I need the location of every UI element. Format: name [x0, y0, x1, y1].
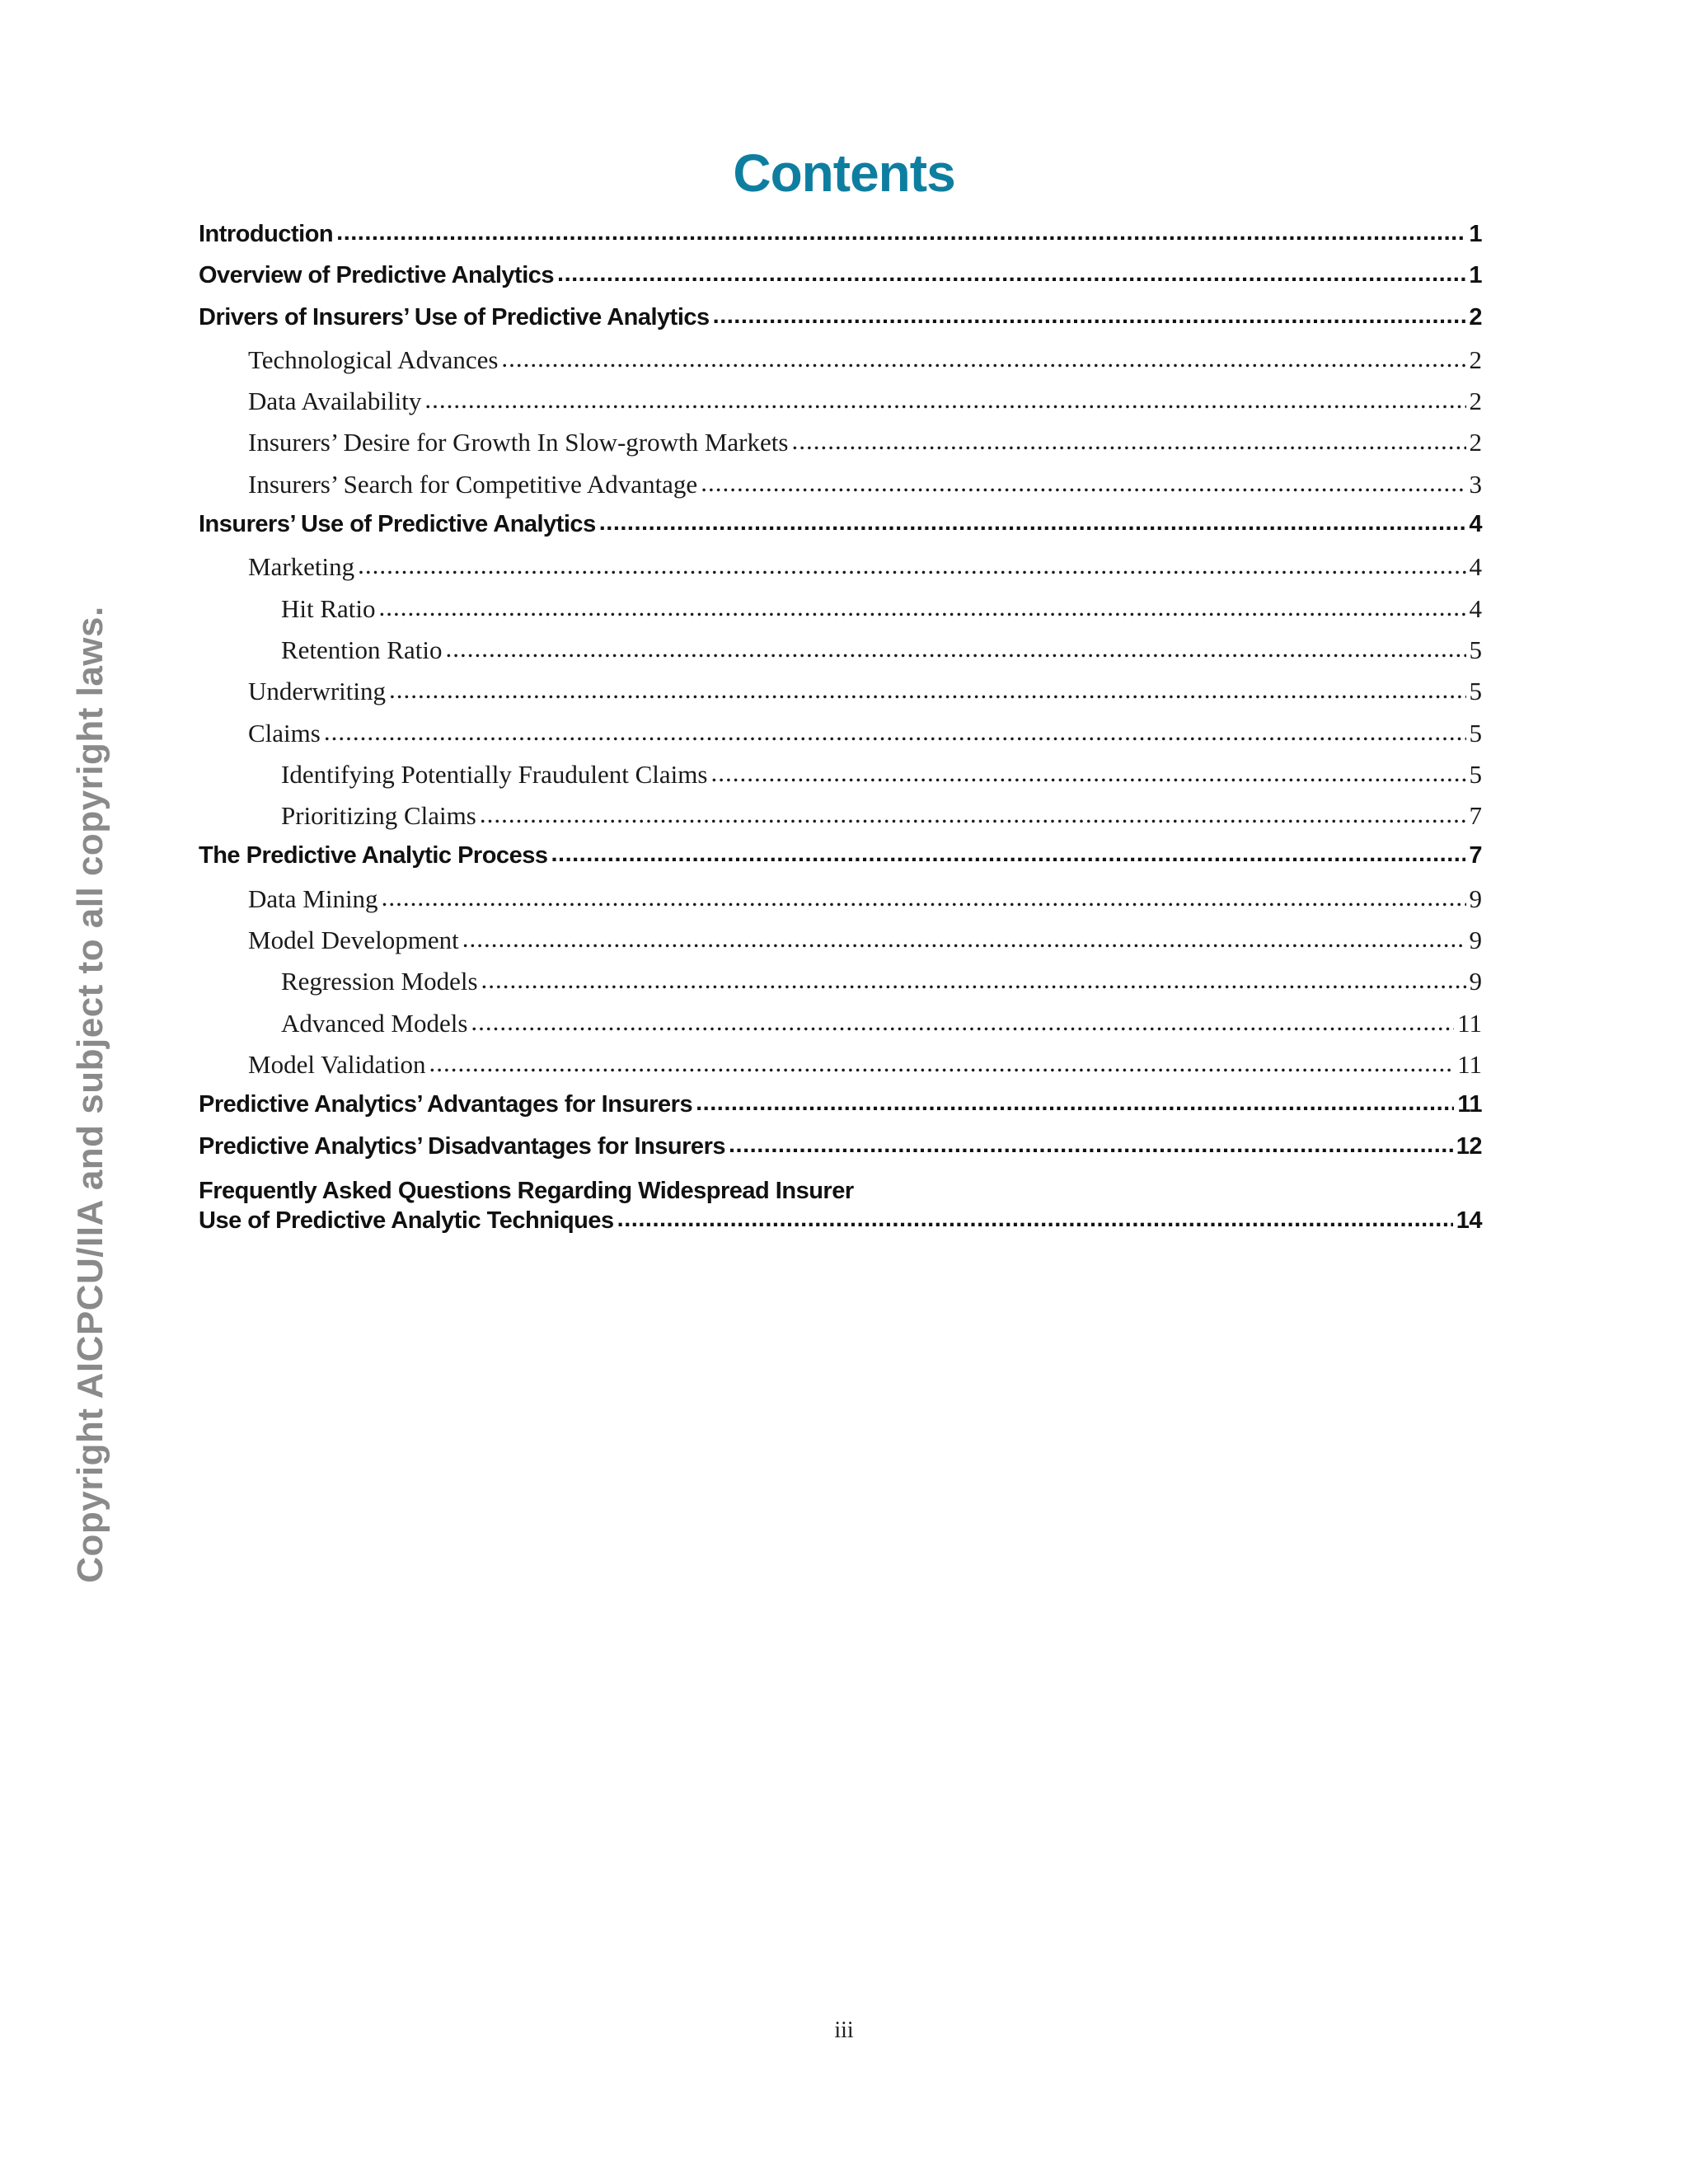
toc-page-number: 14	[1456, 1207, 1482, 1234]
toc-dot-leader	[713, 302, 1466, 330]
toc-page-number: 7	[1469, 842, 1482, 869]
toc-entry[interactable]	[199, 1091, 1482, 1132]
toc-entry-label: Claims	[248, 718, 321, 748]
toc-page-number: 2	[1469, 428, 1482, 457]
toc-entry[interactable]	[199, 760, 1482, 801]
toc-dot-leader	[382, 883, 1466, 912]
toc-page-number: 12	[1456, 1132, 1482, 1160]
toc-entry-label: Data Mining	[248, 883, 378, 913]
toc-entry-label: Identifying Potentially Fraudulent Claims	[281, 759, 708, 789]
toc-entry-label: Frequently Asked Questions Regarding Widespread Insurer	[199, 1177, 854, 1204]
toc-entry-label: Underwriting	[248, 677, 387, 706]
toc-page-number: 5	[1469, 677, 1482, 706]
toc-entry-label: The Predictive Analytic Process	[199, 842, 548, 869]
toc-entry-label: Insurers’ Desire for Growth In Slow-growth Markets	[248, 428, 789, 457]
toc-entry-label: Regression Models	[281, 967, 478, 996]
toc-page-number: 5	[1469, 718, 1482, 748]
toc-dot-leader	[557, 260, 1465, 288]
toc-page-number: 5	[1469, 759, 1482, 789]
toc-entry-label: Hit Ratio	[281, 593, 376, 623]
toc-dot-leader	[424, 385, 1465, 415]
toc-entry-label: Prioritizing Claims	[281, 801, 476, 831]
toc-page-number: 11	[1457, 1008, 1482, 1038]
toc-entry[interactable]	[199, 221, 1482, 262]
toc-page-number: 9	[1469, 883, 1482, 913]
toc-entry[interactable]	[199, 345, 1482, 387]
toc-page-number: 5	[1469, 635, 1482, 664]
toc-entry-label: Model Validation	[248, 1049, 426, 1079]
toc-entry[interactable]	[199, 428, 1482, 469]
toc-entry[interactable]	[199, 470, 1482, 511]
toc-page-number: 11	[1457, 1049, 1482, 1079]
toc-entry[interactable]	[199, 801, 1482, 842]
toc-dot-leader	[501, 344, 1465, 373]
toc-entry-label: Advanced Models	[281, 1008, 468, 1038]
toc-entry[interactable]	[199, 387, 1482, 428]
toc-page-number: 7	[1469, 801, 1482, 831]
toc-entry-label: Predictive Analytics’ Disadvantages for Insurers	[199, 1132, 725, 1160]
toc-entry[interactable]	[199, 511, 1482, 552]
toc-dot-leader	[462, 924, 1466, 954]
toc-entry[interactable]	[199, 552, 1482, 593]
toc-dot-leader	[445, 634, 1465, 663]
toc-page-number: 4	[1469, 511, 1482, 538]
toc-dot-leader	[729, 1132, 1453, 1159]
toc-dot-leader	[791, 426, 1465, 456]
toc-dot-leader	[696, 1090, 1454, 1117]
toc-entry[interactable]	[199, 635, 1482, 677]
toc-page-number: 3	[1469, 469, 1482, 499]
table-of-contents	[199, 221, 1482, 1247]
toc-entry-label: Model Development	[248, 926, 459, 955]
toc-entry[interactable]	[199, 304, 1482, 345]
toc-entry-label-continued: Use of Predictive Analytic Techniques	[199, 1207, 614, 1234]
toc-entry[interactable]	[199, 1050, 1482, 1091]
toc-dot-leader	[429, 1048, 1455, 1078]
toc-entry-label: Drivers of Insurers’ Use of Predictive Analytics	[199, 303, 710, 330]
page-number: iii	[834, 2018, 854, 2043]
toc-dot-leader	[710, 758, 1465, 788]
toc-entry[interactable]	[199, 677, 1482, 718]
toc-entry[interactable]	[199, 262, 1482, 303]
toc-dot-leader	[481, 965, 1466, 995]
toc-entry-label: Introduction	[199, 221, 334, 247]
toc-entry-label: Data Availability	[248, 387, 422, 416]
toc-dot-leader	[379, 593, 1466, 622]
toc-entry-label: Technological Advances	[248, 344, 499, 374]
page-title: Contents	[733, 143, 955, 203]
toc-dot-leader	[336, 219, 1465, 246]
toc-dot-leader	[389, 675, 1465, 705]
toc-entry[interactable]	[199, 1133, 1482, 1174]
toc-entry[interactable]	[199, 594, 1482, 635]
toc-page-number: 9	[1469, 926, 1482, 955]
toc-entry-label: Marketing	[248, 552, 355, 582]
toc-entry[interactable]	[199, 967, 1482, 1008]
toc-entry[interactable]	[199, 1174, 1482, 1247]
toc-page-number: 4	[1469, 593, 1482, 623]
toc-page-number: 2	[1469, 344, 1482, 374]
toc-entry[interactable]	[199, 842, 1482, 883]
toc-entry[interactable]	[199, 1009, 1482, 1050]
toc-dot-leader	[324, 717, 1466, 747]
toc-page-number: 11	[1457, 1091, 1482, 1118]
toc-entry-label: Predictive Analytics’ Advantages for Insurers	[199, 1091, 693, 1118]
toc-entry-label: Retention Ratio	[281, 635, 443, 664]
toc-entry-line2	[199, 1207, 1482, 1235]
toc-page-number: 2	[1469, 387, 1482, 416]
toc-dot-leader	[551, 841, 1465, 868]
copyright-watermark: Copyright AICPCU/IIA and subject to all copyright laws.	[70, 606, 110, 1583]
toc-page-number: 1	[1469, 262, 1482, 289]
toc-dot-leader	[358, 551, 1465, 580]
toc-dot-leader	[701, 468, 1465, 498]
toc-dot-leader	[480, 799, 1466, 829]
toc-entry-label: Insurers’ Use of Predictive Analytics	[199, 511, 596, 538]
toc-entry[interactable]	[199, 884, 1482, 926]
toc-entry[interactable]	[199, 719, 1482, 760]
toc-page-number: 2	[1469, 303, 1482, 330]
toc-entry-label: Insurers’ Search for Competitive Advantage	[248, 469, 698, 499]
toc-page-number: 9	[1469, 967, 1482, 996]
toc-page-number: 4	[1469, 552, 1482, 582]
toc-dot-leader	[617, 1206, 1453, 1233]
toc-entry-label: Overview of Predictive Analytics	[199, 262, 555, 289]
toc-entry[interactable]	[199, 926, 1482, 967]
toc-dot-leader	[471, 1007, 1454, 1037]
toc-dot-leader	[599, 509, 1466, 537]
toc-page-number: 1	[1469, 221, 1482, 247]
